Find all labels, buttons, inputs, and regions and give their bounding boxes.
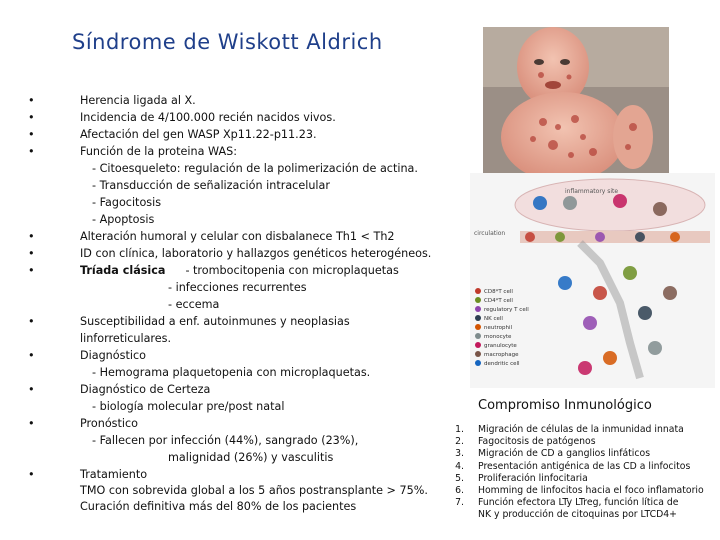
legend-swatch bbox=[475, 360, 481, 366]
list-item-text: Proliferación linfocitaria bbox=[478, 472, 588, 484]
diagram-cell bbox=[638, 306, 652, 320]
prognosis-line: Curación definitiva más del 80% de los pacientes bbox=[80, 500, 357, 513]
diagram-cell bbox=[663, 286, 677, 300]
bullet-text: - Citoesqueleto: regulación de la polimerización de actina. bbox=[92, 162, 418, 175]
bullet-line bbox=[28, 347, 448, 364]
bullet-dot: • bbox=[28, 383, 35, 396]
bullet-line bbox=[28, 211, 448, 228]
legend-swatch bbox=[475, 342, 481, 348]
diagram-cell bbox=[653, 202, 667, 216]
list-item-text: Presentación antigénica de las CD a linfocitos bbox=[478, 460, 691, 472]
bullet-text: - Transducción de señalización intracelular bbox=[92, 179, 330, 192]
bullet-line bbox=[28, 381, 448, 398]
legend-label: monocyte bbox=[484, 334, 512, 340]
bullet-dot: • bbox=[28, 94, 35, 107]
diagram-circulation-label: circulation bbox=[474, 230, 506, 237]
compromiso-title: Compromiso Inmunológico bbox=[478, 398, 652, 413]
list-number: 7. bbox=[455, 497, 464, 509]
legend-swatch bbox=[475, 306, 481, 312]
list-item-text: Función efectora LTy LTreg, función lítica de bbox=[478, 497, 679, 509]
diagram-cell bbox=[583, 316, 597, 330]
bullet-text: Afectación del gen WASP Xp11.22-p11.23. bbox=[80, 128, 317, 141]
bullet-dot: • bbox=[28, 264, 35, 277]
diagram-cell bbox=[635, 232, 645, 242]
bullet-text: Pronóstico bbox=[80, 417, 139, 430]
bullet-dot: • bbox=[28, 315, 35, 328]
page-title: Síndrome de Wiskott Aldrich bbox=[72, 30, 383, 54]
bullet-bold-label: Tríada clásica bbox=[80, 264, 166, 277]
bullet-text: Susceptibilidad a enf. autoinmunes y neoplasias bbox=[80, 315, 350, 328]
legend-label: macrophage bbox=[484, 352, 519, 358]
bullet-line bbox=[28, 364, 448, 381]
diagram-cell bbox=[593, 286, 607, 300]
list-item-text: Homming de linfocitos hacia el foco inflamatorio bbox=[478, 485, 704, 496]
bullet-text: - Fallecen por infección (44%), sangrado (23%), bbox=[92, 434, 359, 447]
list-item-text: Fagocitosis de patógenos bbox=[478, 436, 596, 448]
legend-swatch bbox=[475, 324, 481, 330]
bullet-text: - Fagocitosis bbox=[92, 196, 162, 209]
list-number: 6. bbox=[455, 485, 464, 496]
bullet-dot: • bbox=[28, 230, 35, 243]
bullet-text: - infecciones recurrentes bbox=[168, 281, 307, 294]
list-number: 5. bbox=[455, 472, 464, 484]
bullet-text: linforreticulares. bbox=[80, 332, 172, 345]
bullet-dot: • bbox=[28, 145, 35, 158]
diagram-cell bbox=[525, 232, 535, 242]
immune-diagram bbox=[470, 173, 715, 388]
bullet-text: - Hemograma plaquetopenia con microplaquetas. bbox=[92, 366, 371, 379]
bullet-line bbox=[28, 330, 448, 347]
legend-swatch bbox=[475, 351, 481, 357]
bullet-dot: • bbox=[28, 417, 35, 430]
legend-label: granulocyte bbox=[484, 343, 517, 349]
prognosis-text bbox=[80, 483, 428, 515]
legend-label: NK cell bbox=[484, 316, 503, 322]
diagram-cell bbox=[670, 232, 680, 242]
bullet-line bbox=[28, 415, 448, 432]
legend-swatch bbox=[475, 333, 481, 339]
diagram-cell bbox=[595, 232, 605, 242]
bullet-line bbox=[28, 398, 448, 415]
bullet-line bbox=[28, 296, 448, 313]
bullet-dot: • bbox=[28, 247, 35, 260]
diagram-cell bbox=[533, 196, 547, 210]
legend-swatch bbox=[475, 297, 481, 303]
legend-label: CD8*T cell bbox=[484, 289, 513, 295]
bullet-text: Diagnóstico de Certeza bbox=[80, 383, 211, 396]
bullet-text: Incidencia de 4/100.000 recién nacidos vivos. bbox=[80, 111, 336, 124]
bullet-text: Herencia ligada al X. bbox=[80, 94, 196, 107]
list-item-text: Migración de CD a ganglios linfáticos bbox=[478, 448, 651, 460]
bullet-text: ID con clínica, laboratorio y hallazgos genéticos heterogéneos. bbox=[80, 247, 432, 260]
bullet-text: Función de la proteina WAS: bbox=[80, 145, 237, 158]
bullet-text: malignidad (26%) y vasculitis bbox=[168, 451, 334, 464]
diagram-cell bbox=[603, 351, 617, 365]
patient-photo bbox=[483, 27, 669, 173]
bullet-line bbox=[28, 160, 448, 177]
legend-label: regulatory T cell bbox=[484, 307, 529, 313]
diagram-cell bbox=[558, 276, 572, 290]
legend-swatch bbox=[475, 315, 481, 321]
bullet-line bbox=[28, 92, 448, 109]
bullet-dot: • bbox=[28, 111, 35, 124]
bullet-text: - biología molecular pre/post natal bbox=[92, 400, 285, 413]
list-item-text: Migración de células de la inmunidad innata bbox=[478, 424, 684, 435]
bullet-text: Tratamiento bbox=[80, 468, 148, 481]
bullet-line bbox=[28, 262, 448, 279]
diagram-cell bbox=[563, 196, 577, 210]
bullet-text: Diagnóstico bbox=[80, 349, 146, 362]
bullet-text: - trombocitopenia con microplaquetas bbox=[185, 264, 399, 277]
diagram-site-label: inflammatory site bbox=[565, 188, 619, 195]
prognosis-line: TMO con sobrevida global a los 5 años postransplante > 75%. bbox=[80, 484, 428, 497]
legend-label: CD4*T cell bbox=[484, 298, 513, 304]
bullet-line bbox=[28, 245, 448, 262]
bullet-line bbox=[28, 109, 448, 126]
bullet-text: - eccema bbox=[168, 298, 220, 311]
bullet-line bbox=[28, 466, 448, 483]
bullet-line bbox=[28, 432, 448, 449]
bullet-dot: • bbox=[28, 349, 35, 362]
bullet-line bbox=[28, 449, 448, 466]
bullet-line bbox=[28, 126, 448, 143]
list-item-text: NK y producción de citoquinas por LTCD4+ bbox=[478, 509, 677, 521]
bullet-line bbox=[28, 313, 448, 330]
legend-label: dendritic cell bbox=[484, 361, 520, 367]
list-number: 1. bbox=[455, 424, 464, 435]
bullet-text: Alteración humoral y celular con disbalanece Th1 < Th2 bbox=[80, 230, 395, 243]
bullet-line bbox=[28, 194, 448, 211]
bullet-dot: • bbox=[28, 468, 35, 481]
bullet-list bbox=[28, 92, 448, 483]
bullet-line bbox=[28, 279, 448, 296]
bullet-line bbox=[28, 143, 448, 160]
bullet-line bbox=[28, 228, 448, 245]
bullet-dot: • bbox=[28, 128, 35, 141]
bullet-line bbox=[28, 177, 448, 194]
legend-swatch bbox=[475, 288, 481, 294]
list-number: 3. bbox=[455, 448, 464, 460]
diagram-cell bbox=[623, 266, 637, 280]
list-number: 2. bbox=[455, 436, 464, 448]
diagram-cell bbox=[578, 361, 592, 375]
diagram-cell bbox=[555, 232, 565, 242]
legend-label: neutrophil bbox=[484, 325, 513, 331]
diagram-cell bbox=[648, 341, 662, 355]
list-number: 4. bbox=[455, 460, 464, 472]
bullet-text: - Apoptosis bbox=[92, 213, 155, 226]
diagram-cell bbox=[613, 194, 627, 208]
